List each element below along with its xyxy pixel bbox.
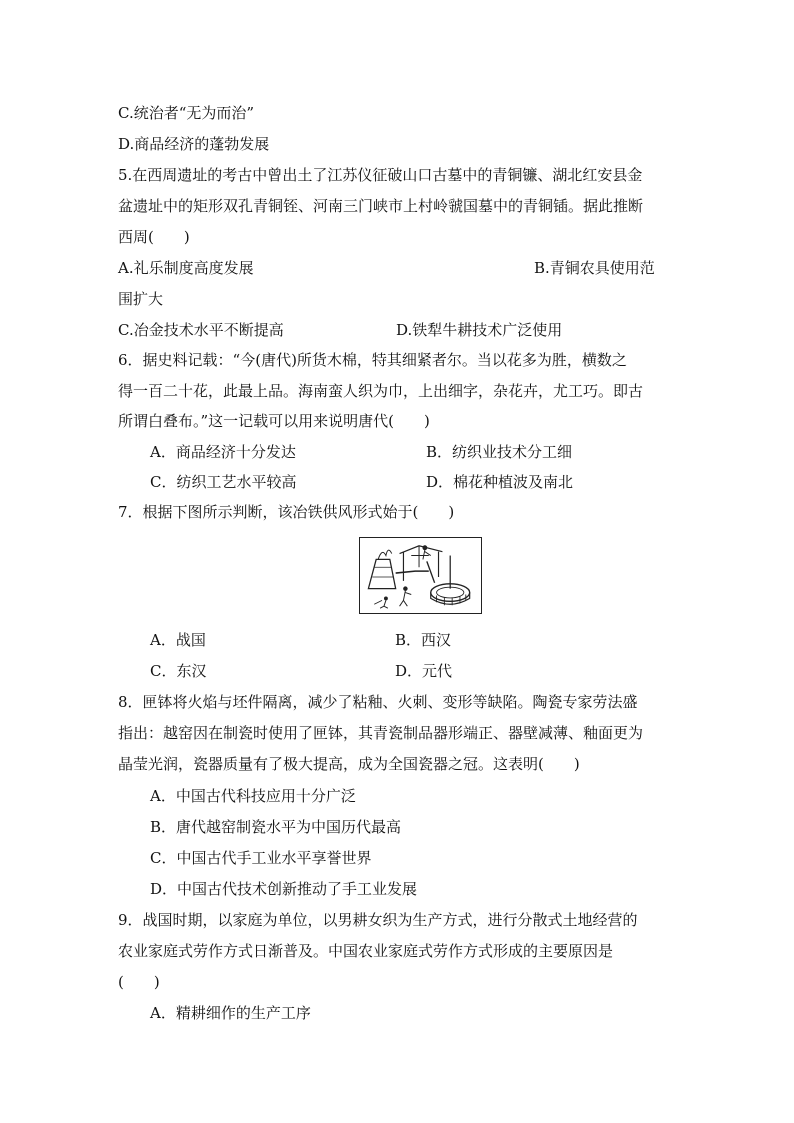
q8-option-c: C．中国古代手工业水平享誉世界 bbox=[150, 849, 372, 867]
smelting-bellows-illustration bbox=[359, 537, 482, 614]
q8-stem-line-3: 晶莹光润，瓷器质量有了极大提高，成为全国瓷器之冠。这表明( ) bbox=[118, 755, 580, 773]
q9-stem-line-3: ( ) bbox=[118, 973, 160, 991]
q7-option-d: D．元代 bbox=[395, 662, 453, 680]
q9-stem-line-1: 9．战国时期，以家庭为单位，以男耕女织为生产方式，进行分散式土地经营的 bbox=[118, 911, 638, 929]
q5-stem-line-2: 盆遗址中的矩形双孔青铜铚、河南三门峡市上村岭虢国墓中的青铜锸。据此推断 bbox=[118, 197, 644, 215]
q6-option-b: B．纺织业技术分工细 bbox=[426, 443, 573, 461]
q5-option-a: A.礼乐制度高度发展 bbox=[118, 259, 254, 277]
q6-stem-line-1: 6．据史料记载：“今(唐代)所货木棉，特其细紧者尔。当以花多为胜，横数之 bbox=[118, 351, 627, 369]
q4-option-c: C.统治者“无为而治” bbox=[118, 104, 255, 122]
q8-option-a: A．中国古代科技应用十分广泛 bbox=[150, 787, 356, 805]
q5-option-d: D.铁犁牛耕技术广泛使用 bbox=[396, 321, 563, 339]
q6-option-a: A．商品经济十分发达 bbox=[150, 443, 296, 461]
q5-option-b: B.青铜农具使用范 bbox=[534, 259, 655, 277]
q8-stem-line-2: 指出：越窑因在制瓷时使用了匣钵，其青瓷制品器形端正、器壁减薄、釉面更为 bbox=[118, 724, 644, 742]
q7-option-a: A．战国 bbox=[150, 631, 206, 649]
q6-option-d: D．棉花种植波及南北 bbox=[426, 473, 574, 491]
q8-option-b: B．唐代越窑制瓷水平为中国历代最高 bbox=[150, 818, 402, 836]
q5-stem-line-3: 西周( ) bbox=[118, 228, 190, 246]
smelting-bellows-icon bbox=[360, 538, 481, 613]
q5-option-b-cont: 围扩大 bbox=[118, 290, 164, 308]
q9-option-a: A．精耕细作的生产工序 bbox=[150, 1004, 311, 1022]
q6-stem-line-3: 所谓白叠布。”这一记载可以用来说明唐代( ) bbox=[118, 412, 430, 430]
q8-stem-line-1: 8．匣钵将火焰与坯件隔离，减少了粘釉、火刺、变形等缺陷。陶瓷专家劳法盛 bbox=[118, 693, 638, 711]
q4-option-d: D.商品经济的蓬勃发展 bbox=[118, 135, 270, 153]
q5-stem-line-1: 5.在西周遗址的考古中曾出土了江苏仪征破山口古墓中的青铜镰、湖北红安县金 bbox=[118, 166, 643, 184]
q6-stem-line-2: 得一百二十花，此最上品。海南蛮人织为巾，上出细字，杂花卉，尤工巧。即古 bbox=[118, 382, 644, 400]
q6-option-c: C．纺织工艺水平较高 bbox=[150, 473, 297, 491]
q8-option-d: D．中国古代技术创新推动了手工业发展 bbox=[150, 880, 418, 898]
q7-option-c: C．东汉 bbox=[150, 662, 207, 680]
q9-stem-line-2: 农业家庭式劳作方式日渐普及。中国农业家庭式劳作方式形成的主要原因是 bbox=[118, 942, 614, 960]
q7-stem: 7．根据下图所示判断，该冶铁供风形式始于( ) bbox=[118, 503, 455, 521]
q5-option-c: C.冶金技术水平不断提高 bbox=[118, 321, 284, 339]
q7-option-b: B．西汉 bbox=[395, 631, 452, 649]
